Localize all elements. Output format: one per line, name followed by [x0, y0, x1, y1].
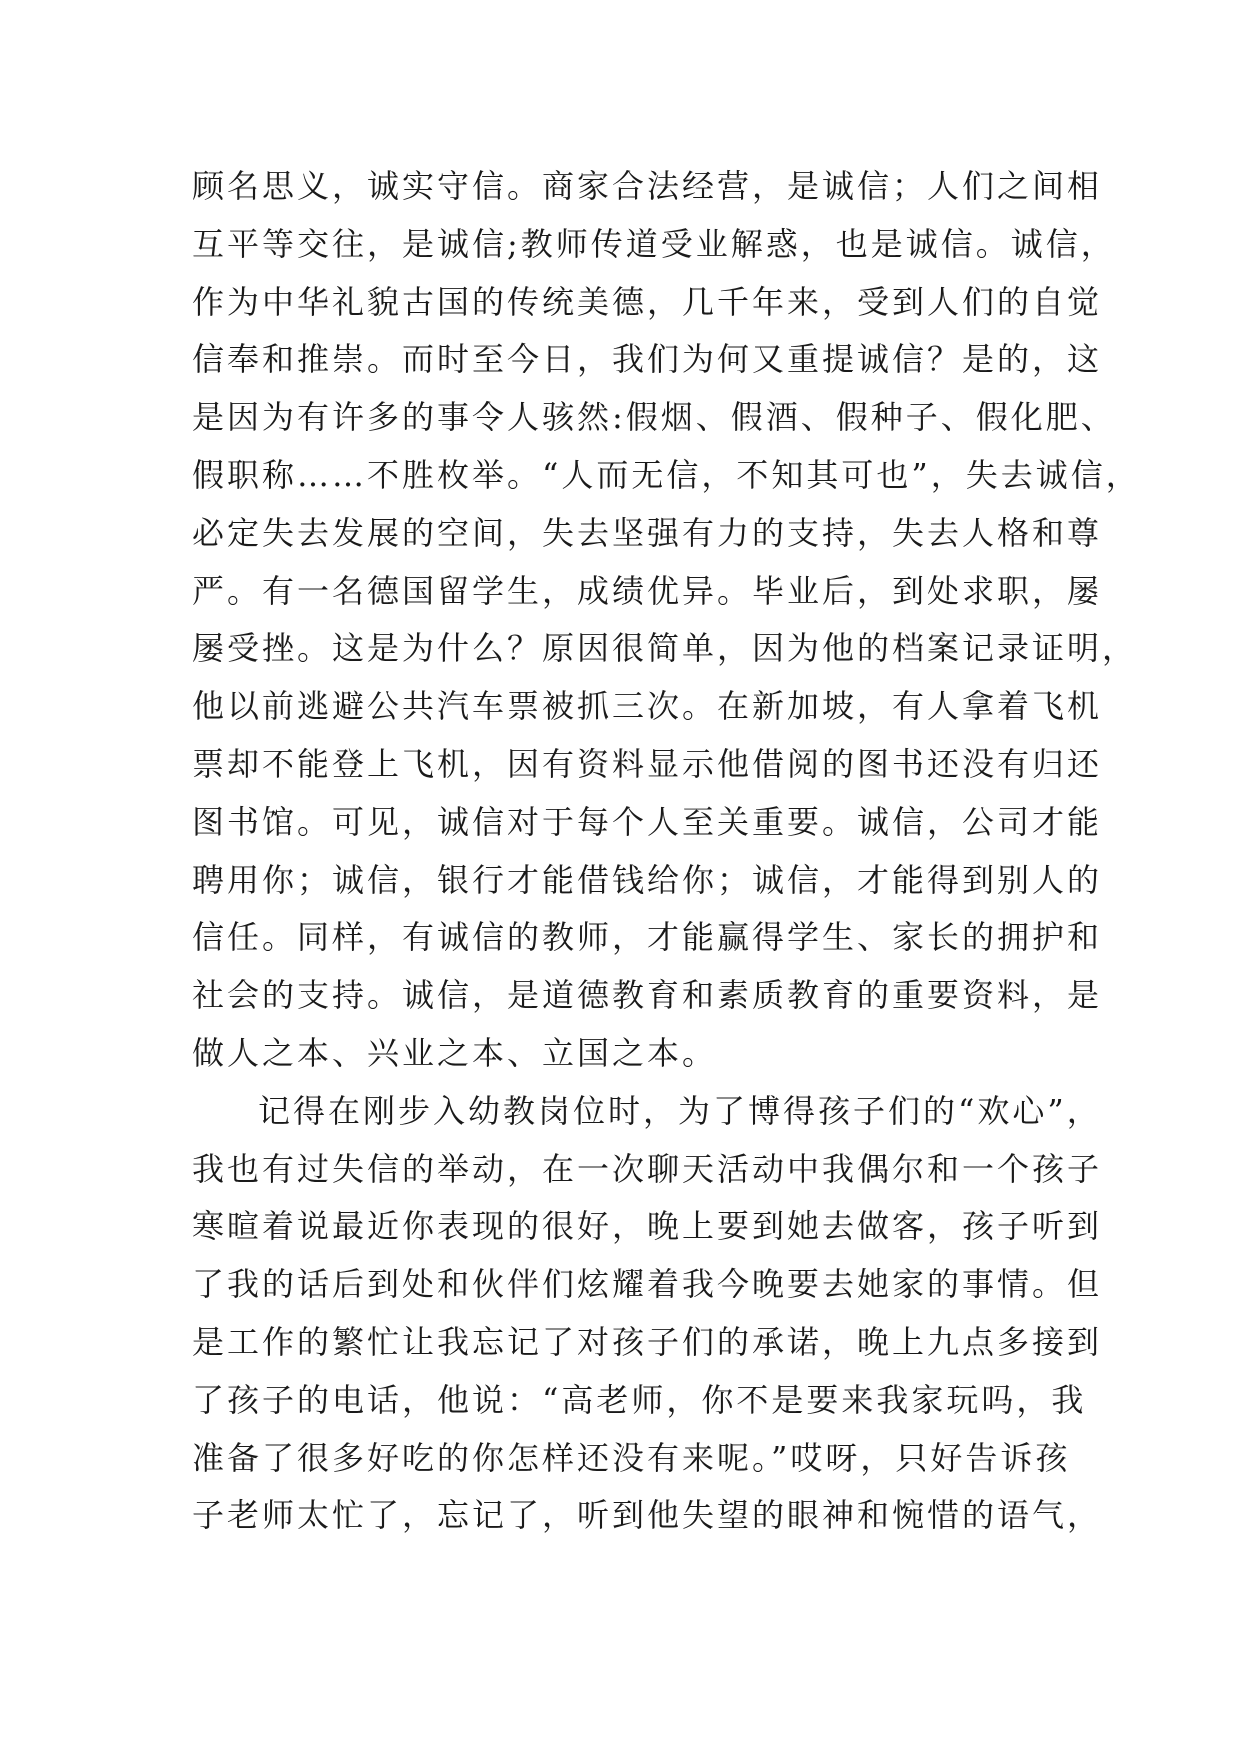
- text-line: 做人之本、兴业之本、立国之本。: [192, 1033, 718, 1072]
- text-line: 信任。同样，有诚信的教师，才能赢得学生、家长的拥护和: [192, 918, 1103, 957]
- text-line: 他以前逃避公共汽车票被抓三次。在新加坡，有人拿着飞机: [192, 687, 1103, 726]
- text-line: 作为中华礼貌古国的传统美德，几千年来，受到人们的自觉: [192, 282, 1103, 321]
- text-line: 了我的话后到处和伙伴们炫耀着我今晚要去她家的事情。但: [192, 1265, 1103, 1304]
- text-line: 互平等交往，是诚信;教师传道受业解惑，也是诚信。诚信，: [192, 224, 1116, 263]
- text-line: 必定失去发展的空间，失去坚强有力的支持，失去人格和尊: [192, 513, 1103, 552]
- body-text: [192, 158, 1141, 1545]
- text-line: 是因为有许多的事令人骇然:假烟、假酒、假种子、假化肥、: [192, 398, 1116, 437]
- text-line: 票却不能登上飞机，因有资料显示他借阅的图书还没有归还: [192, 744, 1103, 783]
- text-line: 严。有一名德国留学生，成绩优异。毕业后，到处求职，屡: [192, 571, 1103, 610]
- text-line: 是工作的繁忙让我忘记了对孩子们的承诺，晚上九点多接到: [192, 1322, 1103, 1361]
- text-line: 我也有过失信的举动，在一次聊天活动中我偶尔和一个孩子: [192, 1149, 1103, 1188]
- text-line: 寒暄着说最近你表现的很好，晚上要到她去做客，孩子听到: [192, 1207, 1103, 1246]
- text-line: 图书馆。可见，诚信对于每个人至关重要。诚信，公司才能: [192, 802, 1103, 841]
- text-line: 社会的支持。诚信，是道德教育和素质教育的重要资料，是: [192, 976, 1103, 1015]
- paragraph-first-line: 记得在刚步入幼教岗位时，为了博得孩子们的“欢心”，: [258, 1091, 1102, 1130]
- text-line: 聘用你；诚信，银行才能借钱给你；诚信，才能得到别人的: [192, 860, 1103, 899]
- text-line: 信奉和推崇。而时至今日，我们为何又重提诚信？是的，这: [192, 340, 1103, 379]
- text-line: 准备了很多好吃的你怎样还没有来呢。”哎呀，只好告诉孩: [192, 1438, 1071, 1477]
- text-line: 子老师太忙了，忘记了，听到他失望的眼神和惋惜的语气，: [192, 1496, 1103, 1535]
- text-line: 顾名思义，诚实守信。商家合法经营，是诚信；人们之间相: [192, 167, 1103, 205]
- text-line: 屡受挫。这是为什么？原因很简单，因为他的档案记录证明，: [192, 629, 1138, 668]
- text-line: 假职称……不胜枚举。“人而无信，不知其可也”，失去诚信，: [192, 455, 1141, 494]
- text-line: 了孩子的电话，他说：“高老师，你不是要来我家玩吗，我: [192, 1380, 1087, 1419]
